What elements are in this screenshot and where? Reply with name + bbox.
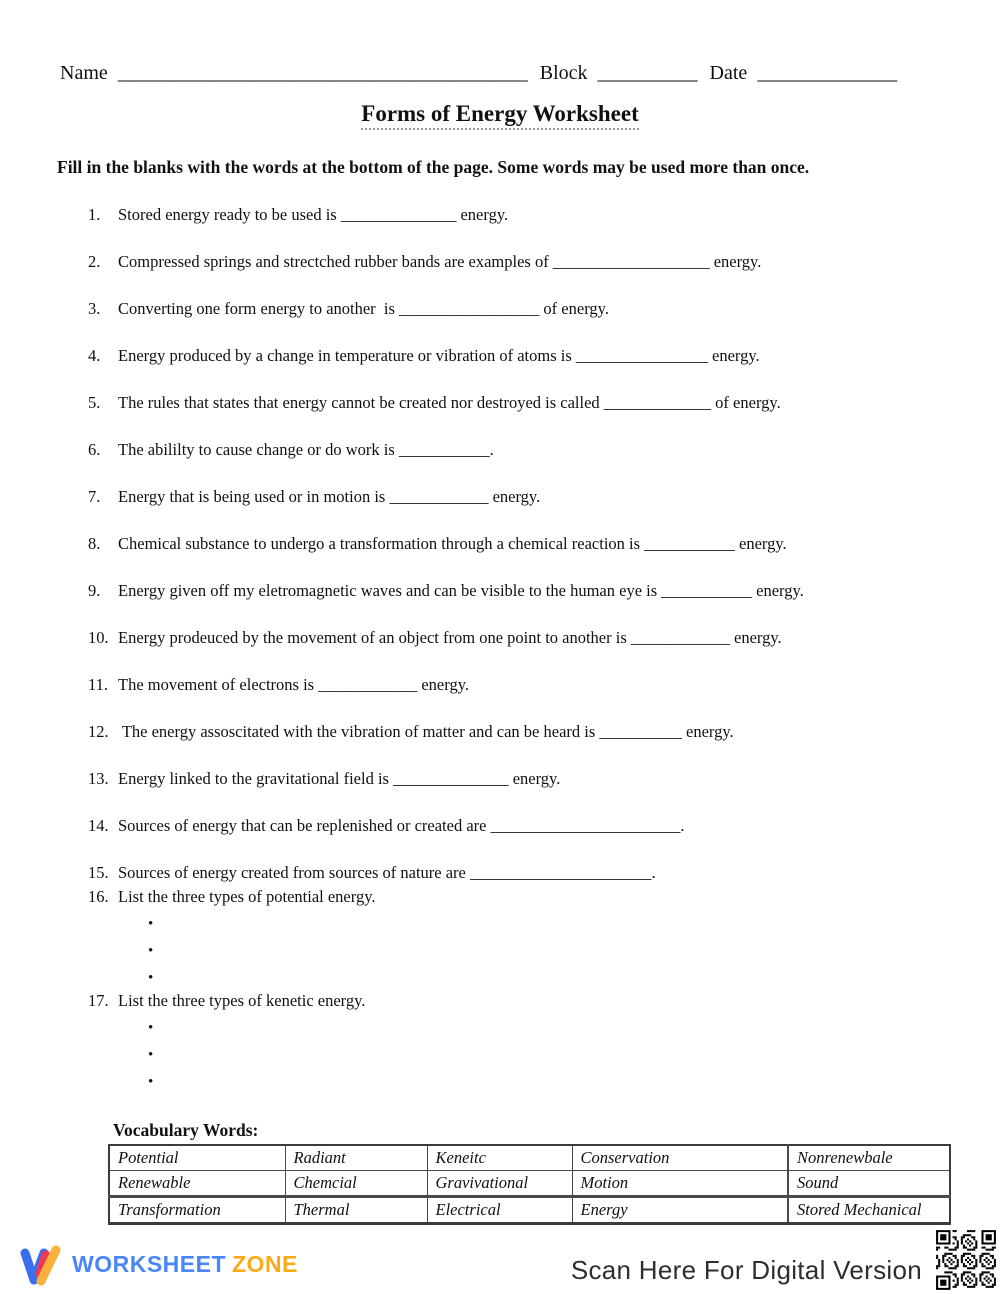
vocabulary-label: Vocabulary Words:: [113, 1120, 259, 1140]
question-item: [88, 816, 970, 835]
vocabulary-word: Electrical: [427, 1197, 572, 1224]
empty-bullet-item: [88, 964, 970, 991]
empty-bullet-item: [88, 937, 970, 964]
worksheetzone-logo: [18, 1240, 298, 1288]
question-item: [88, 887, 970, 906]
bullet-icon: •: [148, 916, 154, 932]
question-text: Stored energy ready to be used is ______________ energy.: [118, 205, 509, 224]
scan-here-text: Scan Here For Digital Version: [570, 1255, 922, 1285]
brand-zone-text: ZONE: [232, 1250, 298, 1277]
block-label: Block: [539, 62, 588, 84]
brand-worksheet-text: WORKSHEET: [72, 1250, 226, 1277]
question-number: 6.: [88, 440, 101, 459]
question-text: Energy that is being used or in motion is ____________ energy.: [118, 487, 541, 506]
question-number: 17.: [88, 991, 109, 1010]
bullet-icon: •: [148, 1074, 154, 1090]
question-number: 10.: [88, 628, 109, 647]
question-item: [88, 299, 970, 318]
question-item: [88, 205, 970, 224]
question-number: 3.: [88, 299, 101, 318]
question-number: 16.: [88, 887, 109, 906]
vocabulary-word: Thermal: [285, 1197, 427, 1224]
vocabulary-word: Keneitc: [427, 1145, 572, 1171]
qr-code-icon: [934, 1228, 998, 1292]
vocabulary-word: Transformation: [109, 1197, 285, 1224]
vocabulary-word: Gravivational: [427, 1171, 572, 1197]
question-item: [88, 769, 970, 788]
question-text: Compressed springs and strectched rubber bands are examples of ___________________ energy.: [118, 252, 762, 271]
question-number: 13.: [88, 769, 109, 788]
question-item: [88, 863, 970, 882]
vocabulary-word: Potential: [109, 1145, 285, 1171]
name-label: Name: [60, 62, 108, 84]
page-title: Forms of Energy Worksheet: [361, 101, 638, 130]
question-item: [88, 346, 970, 365]
empty-bullet-item: [88, 1068, 970, 1095]
question-number: 4.: [88, 346, 101, 365]
vocabulary-word: Renewable: [109, 1171, 285, 1197]
question-text: The rules that states that energy cannot be created nor destroyed is called _____________ of energy.: [118, 393, 781, 412]
date-blank-line: ______________: [757, 62, 898, 84]
question-text: The abililty to cause change or do work is ___________.: [118, 440, 494, 459]
vocabulary-word: Chemcial: [285, 1171, 427, 1197]
question-number: 9.: [88, 581, 101, 600]
question-item: [88, 252, 970, 271]
bullet-icon: •: [148, 943, 154, 959]
question-text: Sources of energy created from sources of nature are ______________________.: [118, 863, 656, 882]
vocabulary-word: Stored Mechanical: [788, 1197, 950, 1224]
bullet-icon: •: [148, 1047, 154, 1063]
empty-bullet-item: [88, 1014, 970, 1041]
title-container: [0, 101, 1000, 130]
question-number: 7.: [88, 487, 101, 506]
question-item: [88, 393, 970, 412]
question-number: 8.: [88, 534, 101, 553]
question-text: Energy prodeuced by the movement of an object from one point to another is ____________ energy.: [118, 628, 782, 647]
question-text: Sources of energy that can be replenished or created are _______________________.: [118, 816, 685, 835]
question-item: [88, 628, 970, 647]
page-footer: [0, 1204, 1000, 1294]
question-item: [88, 722, 970, 741]
question-text: Converting one form energy to another is _________________ of energy.: [118, 299, 609, 318]
bullet-icon: •: [148, 1020, 154, 1036]
question-number: 14.: [88, 816, 109, 835]
question-text: List the three types of potential energy.: [118, 887, 376, 906]
question-text: Energy given off my eletromagnetic waves and can be visible to the human eye is ___________ energy.: [118, 581, 804, 600]
vocabulary-word: Motion: [572, 1171, 788, 1197]
empty-bullet-item: [88, 910, 970, 937]
question-text: Energy linked to the gravitational field is ______________ energy.: [118, 769, 561, 788]
question-text: Energy produced by a change in temperature or vibration of atoms is ________________ energy.: [118, 346, 760, 365]
question-item: [88, 581, 970, 600]
name-blank-line: _________________________________________: [117, 62, 528, 84]
questions-list: [88, 205, 970, 1095]
bullet-icon: •: [148, 970, 154, 986]
worksheetzone-logo-icon: [18, 1240, 64, 1288]
question-number: 2.: [88, 252, 101, 271]
question-item: [88, 440, 970, 459]
vocabulary-word: Radiant: [285, 1145, 427, 1171]
question-item: [88, 487, 970, 506]
date-label: Date: [709, 62, 748, 84]
question-number: 1.: [88, 205, 101, 224]
empty-bullet-item: [88, 1041, 970, 1068]
vocabulary-row: [109, 1171, 950, 1197]
question-item: [88, 534, 970, 553]
vocabulary-word: Conservation: [572, 1145, 788, 1171]
question-item: [88, 675, 970, 694]
question-number: 11.: [88, 675, 109, 694]
question-number: 15.: [88, 863, 109, 882]
vocabulary-row: [109, 1145, 950, 1171]
vocabulary-word: Energy: [572, 1197, 788, 1224]
name-block-date-line: [60, 62, 940, 85]
vocabulary-word: Sound: [788, 1171, 950, 1197]
question-text: The movement of electrons is ____________ energy.: [118, 675, 470, 694]
question-number: 5.: [88, 393, 101, 412]
question-text: List the three types of kenetic energy.: [118, 991, 366, 1010]
question-number: 12.: [88, 722, 109, 741]
question-text: Chemical substance to undergo a transformation through a chemical reaction is ___________ energy.: [118, 534, 787, 553]
question-text: The energy assoscitated with the vibration of matter and can be heard is __________ energy.: [118, 722, 734, 741]
vocabulary-word: Nonrenewbale: [788, 1145, 950, 1171]
question-item: [88, 991, 970, 1010]
block-blank-line: __________: [597, 62, 698, 84]
instructions-text: Fill in the blanks with the words at the bottom of the page. Some words may be used more than once.: [57, 157, 810, 177]
